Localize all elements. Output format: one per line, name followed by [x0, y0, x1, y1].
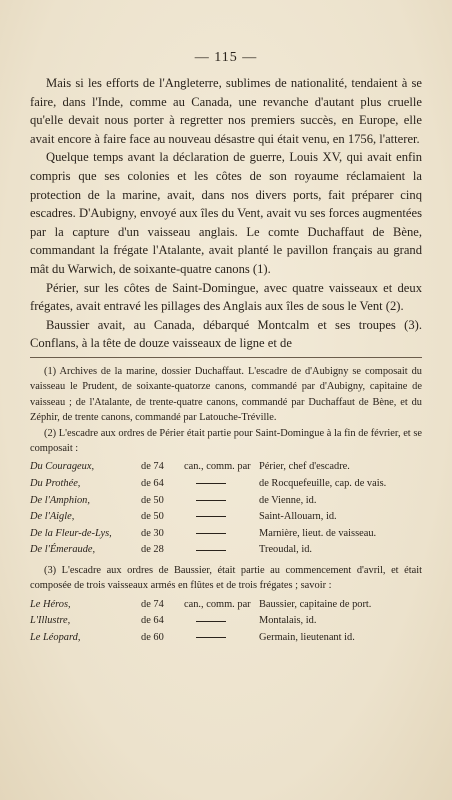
ship-command: [184, 630, 259, 647]
ship-command: [184, 493, 259, 510]
ship-row: [30, 493, 389, 510]
ship-row: [30, 509, 389, 526]
paragraph: Périer, sur les côtes de Saint-Domingue, avec quatre vaisseaux et deux frégates, avait entravé les pillages des Anglais aux îles de sous le Vent (2).: [30, 280, 422, 314]
ship-row: [30, 542, 389, 559]
ship-row: [30, 630, 374, 647]
ship-commander: Périer, chef d'escadre.: [259, 461, 350, 473]
ditto-dash: [196, 621, 226, 622]
ship-row: [30, 526, 389, 543]
ship-command: [184, 542, 259, 559]
ship-name: Du Courageux,: [30, 461, 95, 473]
ditto-dash: [196, 483, 226, 484]
ship-command: can., comm. par: [184, 598, 251, 610]
ship-name: De l'Émeraude,: [30, 544, 96, 556]
ditto-dash: [196, 516, 226, 517]
ship-guns: de 50: [141, 511, 164, 523]
ship-table-2: [30, 459, 389, 559]
ship-name: Le Héros,: [30, 598, 71, 610]
ship-name: L'Illustre,: [30, 615, 71, 627]
ship-commander: Treoudal, id.: [259, 544, 313, 556]
ship-guns: de 28: [141, 544, 164, 556]
ship-guns: de 60: [141, 632, 164, 643]
ship-name: Le Léopard,: [30, 632, 81, 643]
ship-guns: de 64: [141, 615, 164, 627]
ship-name: Du Prothée,: [30, 478, 81, 490]
footnote-3-intro: (3) L'escadre aux ordres de Baussier, était partie au commencement d'avril, et était composée de trois vaisseaux armés en flûtes et de trois frégates ; savoir :: [30, 565, 422, 592]
ship-guns: de 50: [141, 494, 164, 506]
ship-command: [184, 613, 259, 630]
ship-commander: Marnière, lieut. de vaisseau.: [259, 527, 377, 539]
ship-command: can., comm. par: [184, 461, 251, 473]
ship-guns: de 64: [141, 478, 164, 490]
footnote-2-intro: (2) L'escadre aux ordres de Périer était partie pour Saint-Domingue à la fin de février, et se composait :: [30, 427, 422, 455]
ship-command: [184, 526, 259, 543]
footnote-divider: [30, 357, 422, 358]
footnotes: [30, 364, 422, 651]
ship-commander: Baussier, capitaine de port.: [259, 598, 372, 610]
ship-guns: de 30: [141, 527, 164, 539]
footnote-1: (1) Archives de la marine, dossier Duchaffaut. L'escadre de d'Aubigny se composait du vaisseau le Prudent, de soixante-quatorze canons, commandé par d'Aubigny, capitaine de vaisseau ; de l'Atalante, de trente-quatre canons, commandé par Duchaffaut de Bène, et du Zéphir, de trente canons, commandé par Latouche-Tréville.: [30, 366, 422, 424]
paragraph: Mais si les efforts de l'Angleterre, sublimes de nationalité, tendaient à se faire, dans l'Inde, comme au Canada, une revanche d'autant plus cruelle qu'elle devait nous porter à regretter nos premiers succès, en Europe, elle avait encore à faire face au nouveau désastre qui était venu, en 1756, l'atterer.: [30, 76, 422, 146]
ship-commander: Montalais, id.: [259, 615, 317, 627]
ship-command: [184, 509, 259, 526]
ship-commander: Germain, lieutenant id.: [259, 632, 355, 643]
ship-name: De l'Amphion,: [30, 494, 90, 506]
ship-commander: Saint-Allouarn, id.: [259, 511, 337, 523]
page-number: — 115 —: [194, 50, 258, 65]
paragraph: Baussier avait, au Canada, débarqué Montcalm et ses troupes (3). Conflans, à la tête de douze vaisseaux de ligne et de: [30, 317, 422, 351]
paragraph: Quelque temps avant la déclaration de guerre, Louis XV, qui avait enfin compris que ses colonies et les côtes de son royaume réclamaient la protection de la marine, avait, dans nos divers ports, fait préparer cinq escadres. D'Aubigny, envoyé aux îles du Vent, avait vu ses forces augmentées par la capture d'un vaisseau anglais. Le comte Duchaffaut de Bène, commandant la frégate l'Atalante, avait planté le pavillon français au grand mât du Warwich, de soixante-quatre canons (1).: [30, 150, 422, 276]
ditto-dash: [196, 637, 226, 638]
main-text: [30, 74, 422, 353]
ship-name: De l'Aigle,: [30, 511, 75, 523]
ship-row: [30, 459, 389, 476]
ship-commander: de Rocquefeuille, cap. de vais.: [259, 478, 387, 490]
ship-row: [30, 476, 389, 493]
ditto-dash: [196, 500, 226, 501]
ship-table-3: [30, 597, 374, 647]
ship-guns: de 74: [141, 598, 164, 610]
ship-row: [30, 613, 374, 630]
ship-name: De la Fleur-de-Lys,: [30, 527, 112, 539]
ship-commander: de Vienne, id.: [259, 494, 317, 506]
ship-row: [30, 597, 374, 614]
ditto-dash: [196, 533, 226, 534]
ditto-dash: [196, 550, 226, 551]
ship-guns: de 74: [141, 461, 164, 473]
ship-command: [184, 476, 259, 493]
